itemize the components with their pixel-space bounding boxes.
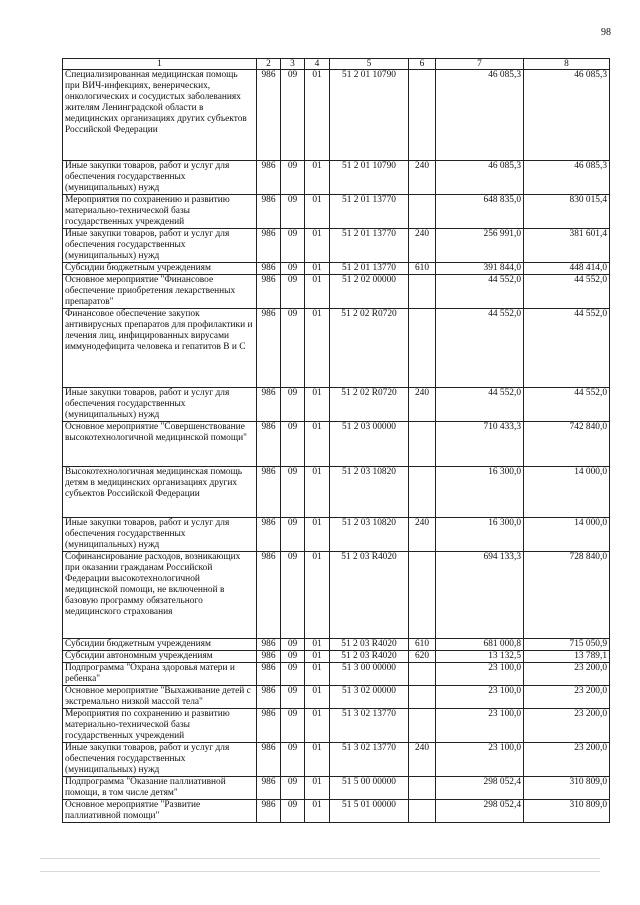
amount-year1-cell: 256 991,0 [436, 229, 524, 263]
expense-type-cell [409, 709, 436, 743]
target-article-cell: 51 2 02 R0720 [330, 388, 409, 422]
subsection-cell: 01 [305, 70, 330, 161]
section-cell: 09 [281, 663, 305, 686]
code-cell: 986 [257, 743, 281, 777]
section-cell: 09 [281, 743, 305, 777]
row-name-cell: Иные закупки товаров, работ и услуг для обеспечения государственных (муниципальных) нужд [63, 229, 257, 263]
code-cell: 986 [257, 70, 281, 161]
subsection-cell: 01 [305, 709, 330, 743]
amount-year2-cell: 46 085,3 [524, 70, 610, 161]
subsection-cell: 01 [305, 777, 330, 800]
table-row [63, 800, 610, 823]
amount-year1-cell: 391 844,0 [436, 263, 524, 275]
code-cell: 986 [257, 552, 281, 639]
expense-type-cell [409, 70, 436, 161]
amount-year2-cell: 44 552,0 [524, 388, 610, 422]
code-cell: 986 [257, 161, 281, 195]
amount-year2-cell: 44 552,0 [524, 309, 610, 388]
code-cell: 986 [257, 275, 281, 309]
column-header: 2 [257, 59, 281, 70]
amount-year2-cell: 715 050,9 [524, 639, 610, 651]
target-article-cell: 51 2 01 10790 [330, 161, 409, 195]
row-name-cell: Подпрограмма "Охрана здоровья матери и ребенка" [63, 663, 257, 686]
row-name-cell: Иные закупки товаров, работ и услуг для обеспечения государственных (муниципальных) нужд [63, 518, 257, 552]
code-cell: 986 [257, 663, 281, 686]
amount-year1-cell: 710 433,3 [436, 422, 524, 467]
amount-year1-cell: 298 052,4 [436, 800, 524, 823]
table-row [63, 663, 610, 686]
expense-type-cell [409, 467, 436, 518]
amount-year1-cell: 23 100,0 [436, 663, 524, 686]
section-cell: 09 [281, 70, 305, 161]
section-cell: 09 [281, 686, 305, 709]
expense-type-cell [409, 195, 436, 229]
amount-year1-cell: 681 000,8 [436, 639, 524, 651]
target-article-cell: 51 2 03 00000 [330, 422, 409, 467]
subsection-cell: 01 [305, 275, 330, 309]
scan-line [40, 858, 600, 859]
amount-year1-cell: 13 132,5 [436, 651, 524, 663]
expense-type-cell: 240 [409, 161, 436, 195]
table-row [63, 422, 610, 467]
code-cell: 986 [257, 709, 281, 743]
target-article-cell: 51 2 01 13770 [330, 263, 409, 275]
target-article-cell: 51 5 00 00000 [330, 777, 409, 800]
amount-year1-cell: 23 100,0 [436, 743, 524, 777]
expense-type-cell [409, 663, 436, 686]
column-header: 6 [409, 59, 436, 70]
amount-year1-cell: 16 300,0 [436, 467, 524, 518]
subsection-cell: 01 [305, 651, 330, 663]
code-cell: 986 [257, 800, 281, 823]
section-cell: 09 [281, 263, 305, 275]
expense-type-cell: 610 [409, 263, 436, 275]
expense-type-cell [409, 800, 436, 823]
table-row [63, 777, 610, 800]
table-row [63, 467, 610, 518]
section-cell: 09 [281, 639, 305, 651]
table-row [63, 229, 610, 263]
amount-year1-cell: 23 100,0 [436, 686, 524, 709]
amount-year1-cell: 44 552,0 [436, 309, 524, 388]
row-name-cell: Основное мероприятие "Совершенствование высокотехнологичной медицинской помощи" [63, 422, 257, 467]
row-name-cell: Иные закупки товаров, работ и услуг для обеспечения государственных (муниципальных) нужд [63, 388, 257, 422]
target-article-cell: 51 3 00 00000 [330, 663, 409, 686]
column-header: 5 [330, 59, 409, 70]
subsection-cell: 01 [305, 195, 330, 229]
target-article-cell: 51 5 01 00000 [330, 800, 409, 823]
subsection-cell: 01 [305, 663, 330, 686]
amount-year1-cell: 648 835,0 [436, 195, 524, 229]
amount-year2-cell: 23 200,0 [524, 663, 610, 686]
expense-type-cell [409, 309, 436, 388]
section-cell: 09 [281, 777, 305, 800]
table-row [63, 651, 610, 663]
target-article-cell: 51 2 02 00000 [330, 275, 409, 309]
section-cell: 09 [281, 422, 305, 467]
row-name-cell: Основное мероприятие "Выхаживание детей с экстремально низкой массой тела" [63, 686, 257, 709]
expense-type-cell: 240 [409, 518, 436, 552]
budget-table [62, 58, 610, 823]
target-article-cell: 51 3 02 13770 [330, 743, 409, 777]
subsection-cell: 01 [305, 800, 330, 823]
amount-year2-cell: 448 414,0 [524, 263, 610, 275]
expense-type-cell [409, 686, 436, 709]
scan-line [40, 871, 600, 872]
amount-year2-cell: 13 789,1 [524, 651, 610, 663]
row-name-cell: Мероприятия по сохранению и развитию материально-технической базы государственных учреждений [63, 709, 257, 743]
row-name-cell: Финансовое обеспечение закупок антивирусных препаратов для профилактики и лечения лиц, инфицированных вирусами иммунодефицита человека и гепатитов В и С [63, 309, 257, 388]
column-header: 7 [436, 59, 524, 70]
target-article-cell: 51 3 02 00000 [330, 686, 409, 709]
amount-year2-cell: 381 601,4 [524, 229, 610, 263]
expense-type-cell [409, 275, 436, 309]
row-name-cell: Софинансирование расходов, возникающих при оказании гражданам Российской Федерации высокотехнологичной медицинской помощи, не включенной в базовую программу обязательного медицинского страхования [63, 552, 257, 639]
code-cell: 986 [257, 467, 281, 518]
expense-type-cell: 610 [409, 639, 436, 651]
amount-year2-cell: 728 840,0 [524, 552, 610, 639]
column-header: 4 [305, 59, 330, 70]
row-name-cell: Субсидии бюджетным учреждениям [63, 639, 257, 651]
row-name-cell: Иные закупки товаров, работ и услуг для обеспечения государственных (муниципальных) нужд [63, 161, 257, 195]
table-row [63, 275, 610, 309]
amount-year2-cell: 23 200,0 [524, 686, 610, 709]
target-article-cell: 51 2 01 10790 [330, 70, 409, 161]
page-number: 98 [601, 27, 611, 38]
code-cell: 986 [257, 195, 281, 229]
section-cell: 09 [281, 229, 305, 263]
row-name-cell: Высокотехнологичная медицинская помощь детям в медицинских организациях других субъектов Российской Федерации [63, 467, 257, 518]
code-cell: 986 [257, 388, 281, 422]
target-article-cell: 51 2 01 13770 [330, 229, 409, 263]
table-row [63, 161, 610, 195]
expense-type-cell: 240 [409, 229, 436, 263]
section-cell: 09 [281, 651, 305, 663]
column-header: 1 [63, 59, 257, 70]
subsection-cell: 01 [305, 161, 330, 195]
amount-year1-cell: 694 133,3 [436, 552, 524, 639]
amount-year1-cell: 23 100,0 [436, 709, 524, 743]
expense-type-cell [409, 552, 436, 639]
table-row [63, 70, 610, 161]
amount-year2-cell: 14 000,0 [524, 467, 610, 518]
subsection-cell: 01 [305, 518, 330, 552]
table-row [63, 518, 610, 552]
row-name-cell: Специализированная медицинская помощь при ВИЧ-инфекциях, венерических, онкологических и сосудистых заболеваниях жителям Ленинградской области в медицинских организациях других субъектов Российской Федерации [63, 70, 257, 161]
target-article-cell: 51 3 02 13770 [330, 709, 409, 743]
section-cell: 09 [281, 518, 305, 552]
code-cell: 986 [257, 651, 281, 663]
row-name-cell: Субсидии автономным учреждениям [63, 651, 257, 663]
column-header: 8 [524, 59, 610, 70]
expense-type-cell [409, 422, 436, 467]
table-row [63, 309, 610, 388]
target-article-cell: 51 2 02 R0720 [330, 309, 409, 388]
section-cell: 09 [281, 275, 305, 309]
code-cell: 986 [257, 422, 281, 467]
amount-year2-cell: 23 200,0 [524, 709, 610, 743]
subsection-cell: 01 [305, 422, 330, 467]
expense-type-cell: 240 [409, 743, 436, 777]
target-article-cell: 51 2 03 10820 [330, 518, 409, 552]
target-article-cell: 51 2 01 13770 [330, 195, 409, 229]
code-cell: 986 [257, 639, 281, 651]
expense-type-cell: 240 [409, 388, 436, 422]
row-name-cell: Основное мероприятие "Развитие паллиативной помощи" [63, 800, 257, 823]
column-header: 3 [281, 59, 305, 70]
expense-type-cell [409, 777, 436, 800]
subsection-cell: 01 [305, 309, 330, 388]
subsection-cell: 01 [305, 639, 330, 651]
table-row [63, 639, 610, 651]
amount-year1-cell: 46 085,3 [436, 161, 524, 195]
table-row [63, 552, 610, 639]
amount-year2-cell: 742 840,0 [524, 422, 610, 467]
section-cell: 09 [281, 309, 305, 388]
table-row [63, 709, 610, 743]
target-article-cell: 51 2 03 R4020 [330, 639, 409, 651]
table-row [63, 743, 610, 777]
expense-type-cell: 620 [409, 651, 436, 663]
subsection-cell: 01 [305, 686, 330, 709]
table-row [63, 388, 610, 422]
code-cell: 986 [257, 686, 281, 709]
table-row [63, 195, 610, 229]
target-article-cell: 51 2 03 R4020 [330, 651, 409, 663]
code-cell: 986 [257, 229, 281, 263]
row-name-cell: Иные закупки товаров, работ и услуг для обеспечения государственных (муниципальных) нужд [63, 743, 257, 777]
code-cell: 986 [257, 777, 281, 800]
section-cell: 09 [281, 161, 305, 195]
subsection-cell: 01 [305, 552, 330, 639]
section-cell: 09 [281, 388, 305, 422]
row-name-cell: Мероприятия по сохранению и развитию материально-технической базы государственных учреждений [63, 195, 257, 229]
table-row [63, 686, 610, 709]
amount-year2-cell: 46 085,3 [524, 161, 610, 195]
amount-year1-cell: 298 052,4 [436, 777, 524, 800]
section-cell: 09 [281, 709, 305, 743]
subsection-cell: 01 [305, 263, 330, 275]
amount-year2-cell: 44 552,0 [524, 275, 610, 309]
code-cell: 986 [257, 263, 281, 275]
row-name-cell: Основное мероприятие "Финансовое обеспечение приобретения лекарственных препаратов" [63, 275, 257, 309]
amount-year2-cell: 23 200,0 [524, 743, 610, 777]
amount-year2-cell: 310 809,0 [524, 800, 610, 823]
amount-year2-cell: 830 015,4 [524, 195, 610, 229]
subsection-cell: 01 [305, 388, 330, 422]
subsection-cell: 01 [305, 743, 330, 777]
amount-year1-cell: 16 300,0 [436, 518, 524, 552]
amount-year1-cell: 44 552,0 [436, 275, 524, 309]
row-name-cell: Подпрограмма "Оказание паллиативной помощи, в том числе детям" [63, 777, 257, 800]
amount-year1-cell: 46 085,3 [436, 70, 524, 161]
table-row [63, 263, 610, 275]
amount-year2-cell: 310 809,0 [524, 777, 610, 800]
target-article-cell: 51 2 03 R4020 [330, 552, 409, 639]
section-cell: 09 [281, 552, 305, 639]
code-cell: 986 [257, 309, 281, 388]
section-cell: 09 [281, 800, 305, 823]
target-article-cell: 51 2 03 10820 [330, 467, 409, 518]
header-row [63, 59, 610, 70]
amount-year2-cell: 14 000,0 [524, 518, 610, 552]
subsection-cell: 01 [305, 467, 330, 518]
section-cell: 09 [281, 195, 305, 229]
row-name-cell: Субсидии бюджетным учреждениям [63, 263, 257, 275]
code-cell: 986 [257, 518, 281, 552]
section-cell: 09 [281, 467, 305, 518]
amount-year1-cell: 44 552,0 [436, 388, 524, 422]
subsection-cell: 01 [305, 229, 330, 263]
